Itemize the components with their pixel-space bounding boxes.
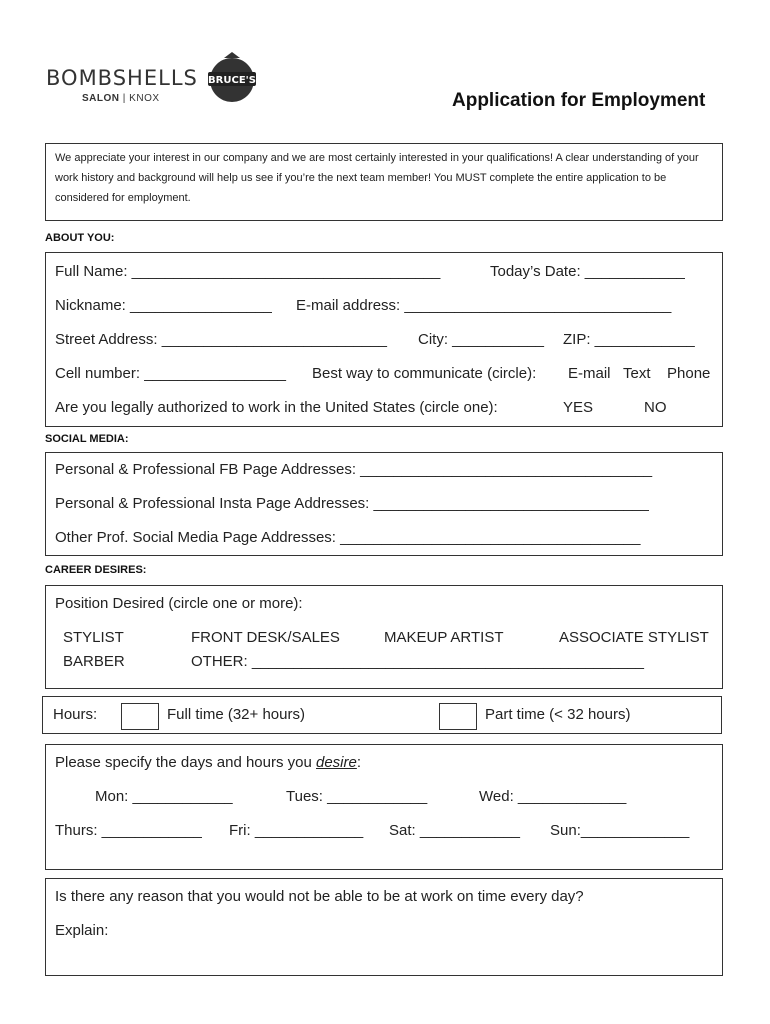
page-title: Application for Employment [452,90,706,111]
option-front-desk[interactable]: FRONT DESK/SALES [191,629,340,646]
mon-field[interactable]: Mon: ____________ [95,788,233,805]
intro-text: We appreciate your interest in our company and we are most certainly interested in your qualifications! A clear understanding of your work history and background will help us see if you’re the next team member! You MUST complete the entire application to be considered for employment. [55,152,699,204]
logo-wordmark: BOMBSHELLS [46,66,198,90]
logo-city: KNOX [129,93,160,104]
career-box [45,585,723,689]
option-phone[interactable]: Phone [667,365,711,382]
sat-field[interactable]: Sat: ____________ [389,822,520,839]
other-position-field[interactable]: OTHER: _______________________________________________ [191,653,644,670]
email-field[interactable]: E-mail address: ________________________________ [296,297,672,314]
city-field[interactable]: City: ___________ [418,331,544,348]
sun-field[interactable]: Sun:_____________ [550,822,690,839]
explain-field[interactable]: Explain: [55,922,109,939]
position-label: Position Desired (circle one or more): [55,595,303,612]
nickname-field[interactable]: Nickname: _________________ [55,297,272,314]
days-prompt [55,754,361,771]
best-way-label: Best way to communicate (circle): [312,365,537,382]
full-time-checkbox[interactable] [121,703,159,730]
career-heading: CAREER DESIRES: [45,564,147,576]
ontime-question: Is there any reason that you would not be able to be at work on time every day? [55,888,584,905]
about-box [45,252,723,427]
tues-field[interactable]: Tues: ____________ [286,788,428,805]
social-heading: SOCIAL MEDIA: [45,433,129,445]
option-makeup-artist[interactable]: MAKEUP ARTIST [384,629,504,646]
about-heading: ABOUT YOU: [45,232,115,244]
insta-address-field[interactable]: Personal & Professional Insta Page Addresses: _________________________________ [55,495,649,512]
badge-text: BRUCE'S [208,75,256,86]
option-yes[interactable]: YES [563,399,594,416]
option-barber[interactable]: BARBER [63,653,125,670]
full-name-field[interactable]: Full Name: _____________________________________ [55,263,441,280]
option-no[interactable]: NO [644,399,667,416]
fb-address-field[interactable]: Personal & Professional FB Page Addresses: ___________________________________ [55,461,653,478]
ontime-box [45,878,723,976]
days-box [45,744,723,870]
option-stylist[interactable]: STYLIST [63,629,124,646]
logo-subline [82,93,160,104]
hours-box [42,696,722,734]
bruces-badge-logo [206,52,258,104]
hours-label: Hours: [53,706,98,723]
days-prompt-emphasis: desire [316,754,357,771]
logo-divider: | [122,93,126,104]
days-prompt-prefix: Please specify the days and hours you [55,754,316,771]
todays-date-field[interactable]: Today’s Date: ____________ [490,263,685,280]
full-time-label: Full time (32+ hours) [167,706,305,723]
cell-number-field[interactable]: Cell number: _________________ [55,365,287,382]
part-time-checkbox[interactable] [439,703,477,730]
street-address-field[interactable]: Street Address: ___________________________ [55,331,387,348]
logo-salon: SALON [82,93,120,104]
other-social-field[interactable]: Other Prof. Social Media Page Addresses: ____________________________________ [55,529,641,546]
option-associate-stylist[interactable]: ASSOCIATE STYLIST [559,629,709,646]
option-email[interactable]: E-mail [568,365,611,382]
fri-field[interactable]: Fri: _____________ [229,822,364,839]
thurs-field[interactable]: Thurs: ____________ [55,822,202,839]
part-time-label: Part time (< 32 hours) [485,706,631,723]
intro-box [45,143,723,221]
zip-field[interactable]: ZIP: ____________ [563,331,695,348]
authorized-label: Are you legally authorized to work in the United States (circle one): [55,399,498,416]
option-text[interactable]: Text [623,365,651,382]
wed-field[interactable]: Wed: _____________ [479,788,627,805]
days-prompt-suffix: : [356,754,362,771]
social-box [45,452,723,556]
